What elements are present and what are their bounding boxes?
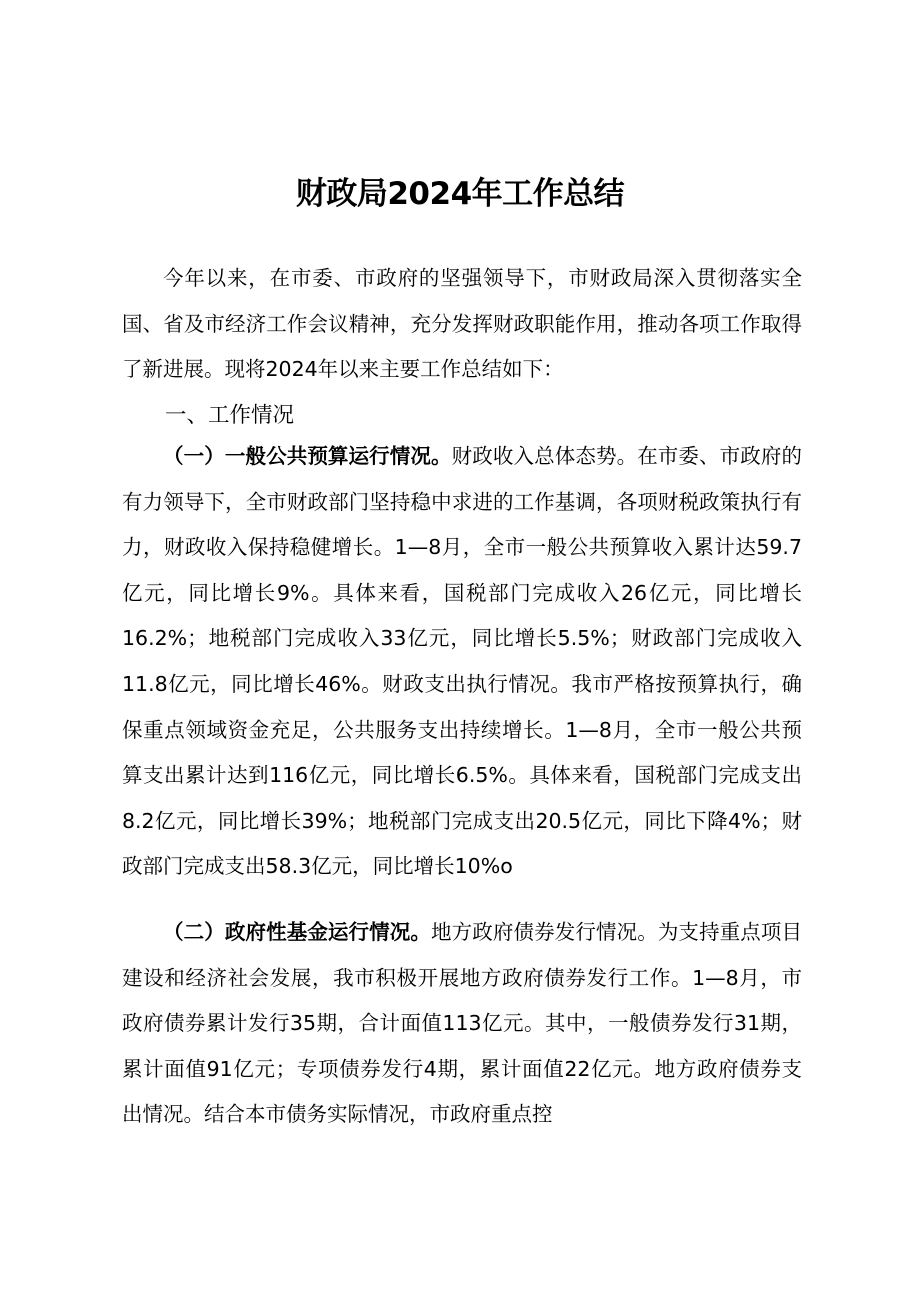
subsection-general-budget xyxy=(122,434,802,890)
subsection-government-fund-lead: （二）政府性基金运行情况。 xyxy=(163,920,432,944)
document-title: 财政局2024年工作总结 xyxy=(295,176,625,212)
subsection-government-fund-text: 地方政府债券发行情况。为支持重点项目建设和经济社会发展，我市积极开展地方政府债券发行工作。1—8月，市政府债券累计发行35期，合计面值113亿元。其中，一般债券发行31期，累计面值91亿元；专项债券发行4期，累计面值22亿元。地方政府债券支出情况。结合本市债务实际情况，市政府重点控 xyxy=(122,920,803,1127)
subsection-general-budget-text: 财政收入总体态势。在市委、市政府的有力领导下，全市财政部门坚持稳中求进的工作基调，各项财税政策执行有力，财政收入保持稳健增长。1—8月，全市一般公共预算收入累计达59.7亿元，同比增长9%。具体来看，国税部门完成收入26亿元，同比增长16.2%；地税部门完成收入33亿元，同比增长5.5%；财政部门完成收入11.8亿元，同比增长46%。财政支出执行情况。我市严格按预算执行，确保重点领域资金充足，公共服务支出持续增长。1—8月，全市一般公共预算支出累计达到116亿元，同比增长6.5%。具体来看，国税部门完成支出8.2亿元，同比增长39%；地税部门完成支出20.5亿元，同比下降4%；财政部门完成支出58.3亿元，同比增长10%o xyxy=(122,444,803,879)
section-heading-work-status: 一、工作情况 xyxy=(165,403,295,428)
subsection-government-fund xyxy=(122,910,802,1138)
intro-paragraph: 今年以来，在市委、市政府的坚强领导下，市财政局深入贯彻落实全国、省及市经济工作会议精神，充分发挥财政职能作用，推动各项工作取得了新进展。现将2024年以来主要工作总结如下： xyxy=(122,266,802,382)
subsection-general-budget-lead: （一）一般公共预算运行情况。 xyxy=(163,444,452,468)
